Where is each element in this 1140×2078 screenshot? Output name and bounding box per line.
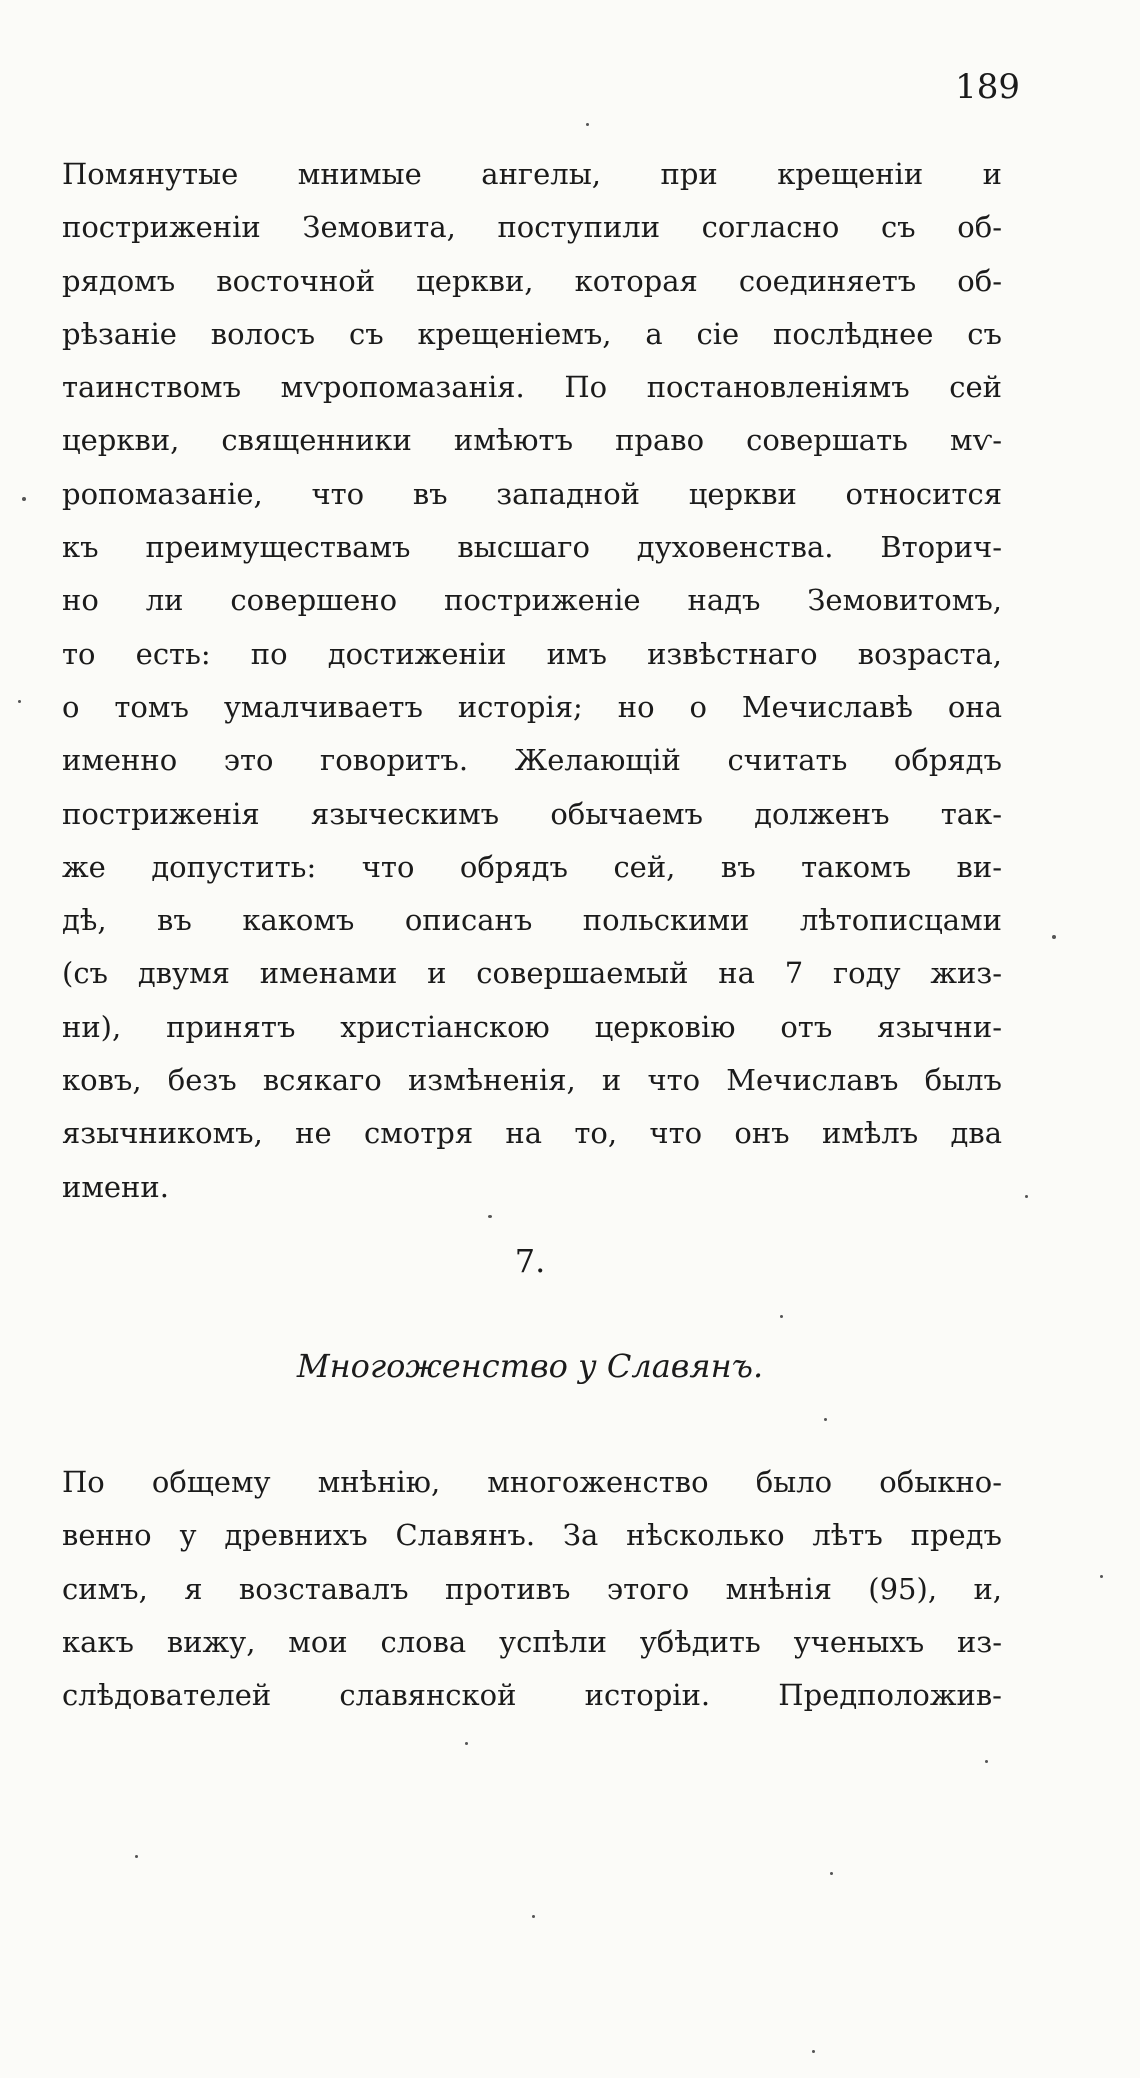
print-speck bbox=[532, 1915, 535, 1918]
text-line: По общему мнѣнію, многоженство было обыкно- bbox=[62, 1465, 1002, 1499]
page-number: 189 bbox=[955, 67, 1020, 107]
print-speck bbox=[1052, 935, 1056, 939]
paragraph-1 bbox=[62, 148, 1002, 1214]
print-speck bbox=[812, 2050, 815, 2053]
text-line: ни), принятъ христіанскою церковію отъ язычни- bbox=[62, 1009, 1002, 1044]
print-speck bbox=[18, 700, 21, 703]
text-line: но ли совершено постриженіе надъ Земовитомъ, bbox=[62, 583, 1002, 618]
text-line: постриженія языческимъ обычаемъ долженъ так- bbox=[62, 796, 1002, 831]
print-speck bbox=[1025, 1195, 1028, 1198]
text-line: церкви, священники имѣютъ право совершать мѵ- bbox=[62, 423, 1002, 458]
text-line: таинствомъ мѵропомазанія. По постановленіямъ сей bbox=[62, 370, 1002, 405]
text-line: рядомъ восточной церкви, которая соединяетъ об- bbox=[62, 263, 1002, 298]
text-line: ропомазаніе, что въ западной церкви относится bbox=[62, 476, 1002, 511]
print-speck bbox=[830, 1872, 833, 1875]
print-speck bbox=[1100, 1575, 1103, 1578]
text-line: (съ двумя именами и совершаемый на 7 году жиз- bbox=[62, 956, 1002, 991]
print-speck bbox=[465, 1742, 468, 1745]
text-line: же допустить: что обрядъ сей, въ такомъ ви- bbox=[62, 849, 1002, 884]
print-speck bbox=[135, 1855, 138, 1858]
text-line: язычникомъ, не смотря на то, что онъ имѣлъ два bbox=[62, 1116, 1002, 1151]
text-line: постриженіи Земовита, поступили согласно съ об- bbox=[62, 210, 1002, 245]
text-line: имени. bbox=[62, 1169, 169, 1204]
text-line: венно у древнихъ Славянъ. За нѣсколько лѣтъ предъ bbox=[62, 1518, 1002, 1553]
text-line: Помянутые мнимые ангелы, при крещеніи и bbox=[62, 157, 1002, 191]
print-speck bbox=[985, 1760, 988, 1763]
section-number: 7. bbox=[514, 1242, 546, 1280]
text-line: рѣзаніе волосъ съ крещеніемъ, а сіе послѣднее съ bbox=[62, 316, 1002, 351]
text-line: слѣдователей славянской исторіи. Предположив- bbox=[62, 1678, 1002, 1713]
text-line: ковъ, безъ всякаго измѣненія, и что Мечиславъ былъ bbox=[62, 1063, 1002, 1098]
text-line: то есть: по достиженіи имъ извѣстнаго возраста, bbox=[62, 636, 1002, 671]
print-speck bbox=[586, 123, 589, 126]
text-line: о томъ умалчиваетъ исторія; но о Мечиславѣ она bbox=[62, 689, 1002, 724]
print-speck bbox=[824, 1418, 827, 1421]
print-speck bbox=[22, 497, 26, 501]
text-line: къ преимуществамъ высшаго духовенства. Вторич- bbox=[62, 530, 1002, 565]
text-line: симъ, я возставалъ противъ этого мнѣнія (95), и, bbox=[62, 1571, 1002, 1606]
paragraph-2 bbox=[62, 1456, 1002, 1722]
text-line: дѣ, въ какомъ описанъ польскими лѣтописцами bbox=[62, 903, 1002, 938]
print-speck bbox=[780, 1315, 783, 1318]
print-speck bbox=[488, 1215, 492, 1218]
text-line: именно это говоритъ. Желающій считать обрядъ bbox=[62, 743, 1002, 778]
section-title: Многоженство у Славянъ. bbox=[296, 1347, 764, 1385]
text-line: какъ вижу, мои слова успѣли убѣдить ученыхъ из- bbox=[62, 1624, 1002, 1659]
